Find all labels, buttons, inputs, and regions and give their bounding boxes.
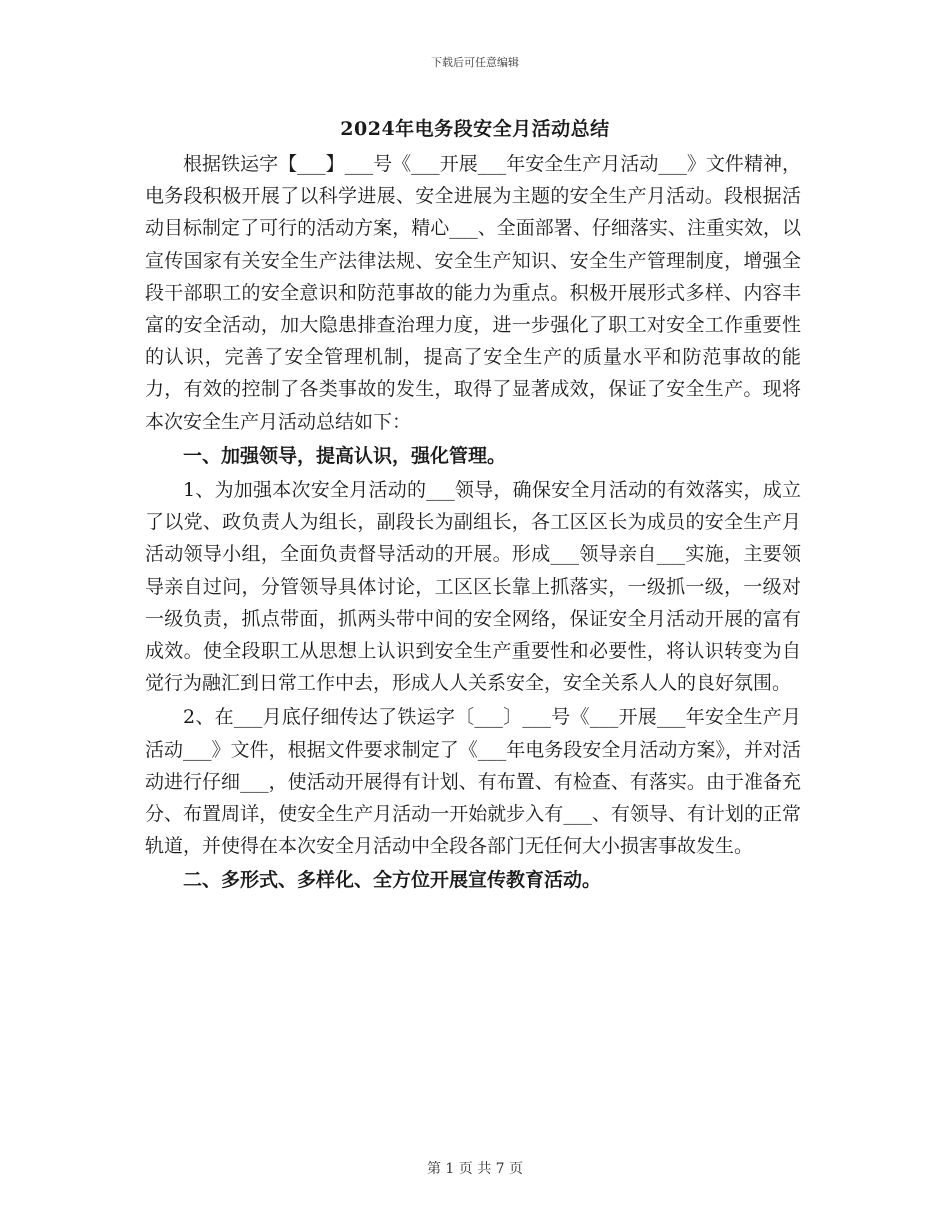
intro-paragraph: 根据铁运字【___】___号《___开展___年安全生产月活动___》文件精神，电务段积极开展了以科学进展、安全进展为主题的安全生产月活动。段根据活动目标制定了可行的活动方案，精心___、全面部署、仔细落实、注重实效，以宣传国家有关安全生产法律法规、安全生产知识、安全生产管理制度，增强全段干部职工的安全意识和防范事故的能力为重点。积极开展形式多样、内容丰富的安全活动，加大隐患排查治理力度，进一步强化了职工对安全工作重要性的认识，完善了安全管理机制，提高了安全生产的质量水平和防范事故的能力，有效的控制了各类事故的发生，取得了显著成效，保证了安全生产。现将本次安全生产月活动总结如下：	[145, 153, 801, 433]
page-number: 第 1 页 共 7 页	[426, 1161, 524, 1177]
document-body	[145, 148, 801, 897]
section-heading-1: 一、加强领导，提高认识，强化管理。	[183, 444, 507, 467]
document-title: 2024年电务段安全月活动总结	[340, 118, 610, 140]
section-1-item-2-paragraph: 2、在___月底仔细传达了铁运字〔___〕___号《___开展___年安全生产月活动___》文件，根据文件要求制定了《___年电务段安全月活动方案》，并对活动进行仔细___，使活动开展得有计划、有布置、有检查、有落实。由于准备充分、布置周详，使安全生产月活动一开始就步入有___、有领导、有计划的正常轨道，并使得在本次安全月活动中全段各部门无任何大小损害事故发生。	[145, 706, 801, 858]
section-1-item-1-paragraph: 1、为加强本次安全月活动的___领导，确保安全月活动的有效落实，成立了以党、政负责人为组长，副段长为副组长，各工区区长为成员的安全生产月活动领导小组，全面负责督导活动的开展。形成___领导亲自___实施，主要领导亲自过问，分管领导具体讨论，工区区长靠上抓落实，一级抓一级，一级对一级负责，抓点带面，抓两头带中间的安全网络，保证安全月活动开展的富有成效。使全段职工从思想上认识到安全生产重要性和必要性，将认识转变为自觉行为融汇到日常工作中去，形成人人关系安全，安全关系人人的良好氛围。	[145, 479, 801, 695]
section-heading-2: 二、多形式、多样化、全方位开展宣传教育活动。	[183, 869, 602, 892]
page-header-note: 下载后可任意编辑	[431, 56, 519, 69]
